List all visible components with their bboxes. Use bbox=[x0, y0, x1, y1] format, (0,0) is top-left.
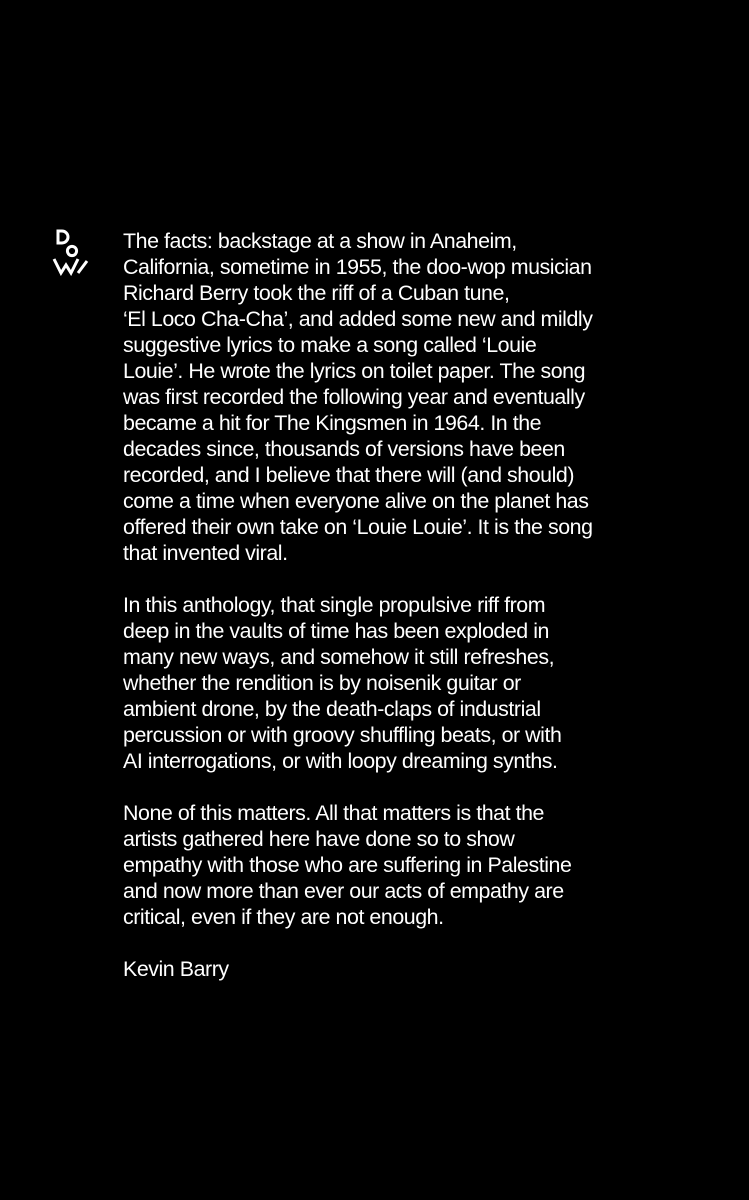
logo-letter-w bbox=[54, 259, 78, 273]
essay-text bbox=[123, 228, 723, 982]
logo-letter-d bbox=[58, 231, 68, 243]
essay-paragraph-2: In this anthology, that single propulsive riff from deep in the vaults of time has been exploded in many new ways, and somehow it still refreshes, whether the rendition is by noisenik guitar or ambient drone, by the death-claps of industrial percussion or with groovy shuffling beats, or with AI interrogations, or with loopy dreaming synths. bbox=[123, 593, 562, 773]
essay-paragraph-3: None of this matters. All that matters is that the artists gathered here have done so to show empathy with those who are suffering in Palestine and now more than ever our acts of empathy are critical, even if they are not enough. bbox=[123, 801, 572, 929]
dow-logo bbox=[50, 228, 90, 276]
logo-letter-o bbox=[67, 246, 76, 255]
dow-logo-icon bbox=[50, 228, 90, 276]
logo-w-tail bbox=[78, 261, 87, 273]
author-signature: Kevin Barry bbox=[123, 957, 229, 981]
essay-paragraph-1: The facts: backstage at a show in Anaheim, California, sometime in 1955, the doo-wop musician Richard Berry took the riff of a Cuban tune, ‘El Loco Cha-Cha’, and added some new and mildly suggestive lyrics to make a song called ‘Louie Louie’. He wrote the lyrics on toilet paper. The song was first recorded the following year and eventually became a hit for The Kingsmen in 1964. In the decades since, thousands of versions have been recorded, and I believe that there will (and should) come a time when everyone alive on the planet has offered their own take on ‘Louie Louie’. It is the song that invented viral. bbox=[123, 229, 593, 565]
